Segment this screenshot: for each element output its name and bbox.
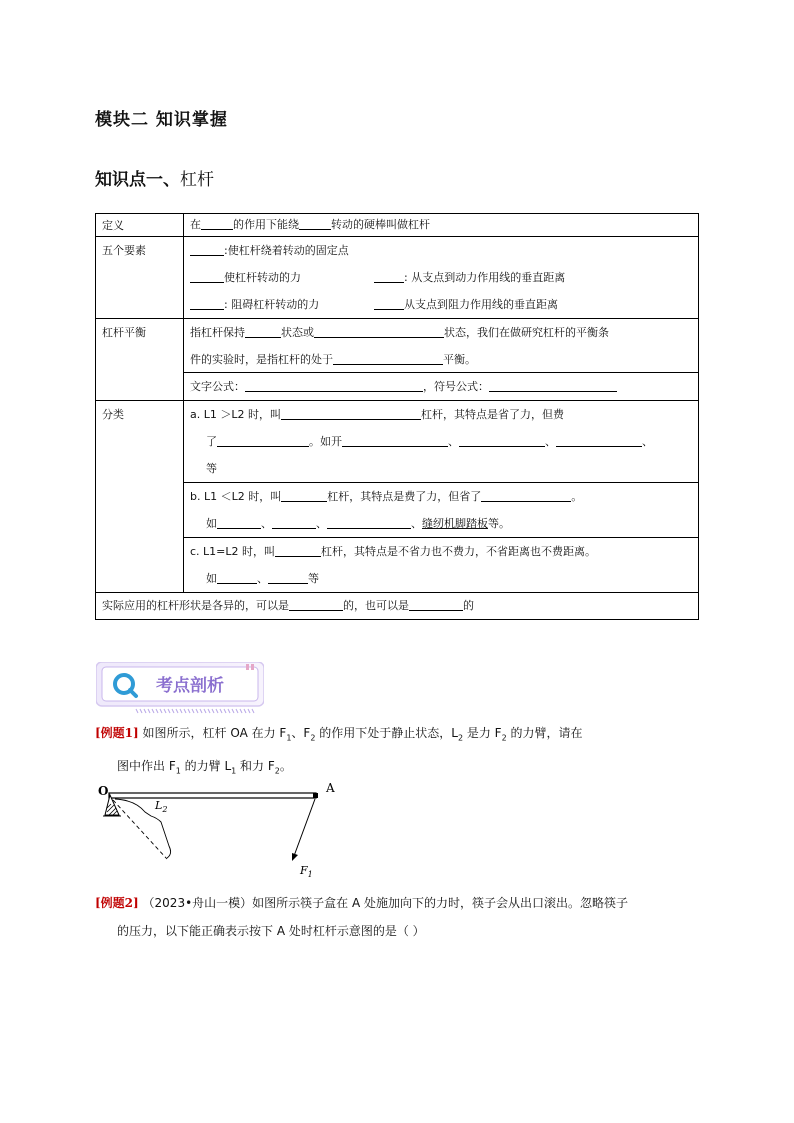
blank — [190, 271, 224, 283]
blank — [374, 271, 404, 283]
example-1-tag: [例题1] — [95, 726, 139, 740]
example-2-tag: [例题2] — [95, 896, 139, 910]
class-c: c. L1=L2 时，叫 杠杆，其特点是不省力也不费力，不省距离也不费距离。 如 、 等 — [190, 545, 597, 585]
point-a-label: A — [326, 781, 335, 795]
lever-bar — [109, 793, 316, 798]
lever-knowledge-table — [95, 213, 699, 620]
force-f1-label: $F_1$ — [300, 864, 313, 879]
cell-balance: 指杠杆保持 状态或 状态，我们在做研究杠杆的平衡条 件的实验时，是指杠杆的处于 平衡。 文字公式： ，符号公式： — [184, 319, 699, 401]
blank — [489, 380, 617, 392]
class-b: b. L1 ＜L2 时，叫 杠杆，其特点是费了力，但省了 。 如 、 、 、缝纫机脚踏板等。 — [184, 483, 698, 538]
point-a-marker — [313, 793, 318, 798]
label-definition: 定义 — [96, 214, 184, 237]
knowledge-point-topic: 杠杆 — [180, 170, 214, 190]
module-title: 模块二 知识掌握 — [95, 110, 228, 130]
label-classification: 分类 — [96, 401, 184, 593]
cell-five-elements: :使杠杆绕着转动的固定点 使杠杆转动的力 : 从支点到动力作用线的垂直距离 : 阻碍杠杆转动的力 从支点到阻力作用线的垂直距离 — [184, 237, 699, 319]
blank — [281, 408, 421, 420]
blank — [245, 326, 281, 338]
blank — [481, 490, 571, 502]
knowledge-point-title — [95, 165, 214, 190]
cell-classification — [184, 401, 699, 593]
row-classification — [96, 401, 699, 593]
blank — [190, 244, 224, 256]
force-f1-line — [294, 799, 315, 856]
blank — [281, 490, 327, 502]
lever-figure — [95, 778, 345, 883]
label-balance: 杠杆平衡 — [96, 319, 184, 401]
cell-definition: 在 的作用下能绕 转动的硬棒叫做杠杆 — [184, 214, 699, 237]
blank — [342, 435, 448, 447]
label-five-elements: 五个要素 — [96, 237, 184, 319]
force-f1-arrowhead — [292, 853, 298, 861]
example-2: [例题2] （2023•舟山一模）如图所示筷子盒在 A 处施加向下的力时，筷子会从出口滚出。忽略筷子 的压力，以下能正确表示按下 A 处时杠杆示意图的是（ ） — [95, 896, 628, 938]
cell-footer: 实际应用的杠杆形状是各异的，可以是 的，也可以是 的 — [96, 593, 699, 620]
blank — [201, 218, 233, 230]
blank — [275, 545, 321, 557]
blank — [459, 435, 545, 447]
arm-l2-label: $L_2$ — [155, 799, 168, 814]
example-1: [例题1] 如图所示，杠杆 OA 在力 $F_1$、$F_2$ 的作用下处于静止状态，$L_2$ 是力 $F_2$ 的力臂，请在 图中作出 $F_1$ 的力臂 $L_1$ 和力 $F_2$。 — [95, 726, 583, 776]
banner-label: 考点剖析 — [156, 676, 224, 696]
blank — [245, 380, 423, 392]
blank — [374, 298, 404, 310]
blank — [217, 517, 261, 529]
blank — [272, 517, 316, 529]
class-a: a. L1 ＞L2 时，叫 杠杆，其特点是省了力，但费 了 。如开 、 、 、 等 — [184, 401, 698, 483]
knowledge-point-number: 知识点一、 — [95, 170, 180, 190]
blank — [299, 218, 331, 230]
row-five-elements — [96, 237, 699, 319]
blank — [190, 298, 224, 310]
blank — [217, 435, 309, 447]
row-definition — [96, 214, 699, 237]
blank — [409, 599, 463, 611]
row-balance — [96, 319, 699, 401]
blank — [314, 326, 444, 338]
blank — [556, 435, 642, 447]
blank — [289, 599, 343, 611]
row-footer — [96, 593, 699, 620]
exam-point-analysis-banner — [96, 662, 264, 714]
blank — [327, 517, 411, 529]
blank — [333, 353, 443, 365]
blank — [217, 572, 257, 584]
point-o-label: O — [98, 784, 109, 798]
blank — [268, 572, 308, 584]
